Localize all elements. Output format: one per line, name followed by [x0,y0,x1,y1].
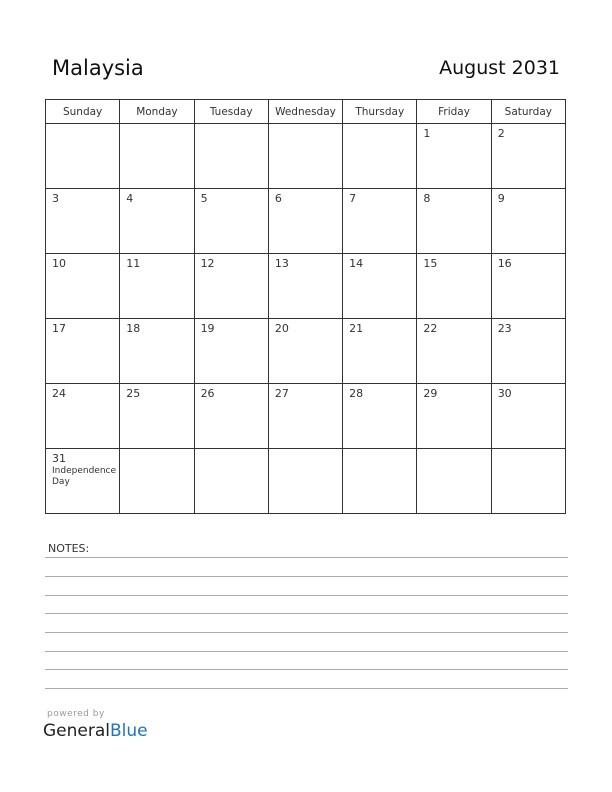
day-number: 7 [349,192,357,205]
day-cell-14 [343,254,417,319]
day-cell-27 [268,384,342,449]
day-cell-3 [46,189,120,254]
day-number: 11 [126,257,141,270]
day-cell-18 [120,319,194,384]
day-cell-12 [194,254,268,319]
day-number: 25 [126,387,141,400]
weekday-saturday: Saturday [491,100,565,124]
week-row [46,319,566,384]
day-number: 14 [349,257,364,270]
note-line [45,576,568,577]
day-number: 30 [497,387,512,400]
brand-general-text: General [43,721,110,741]
empty-day-cell [120,124,194,189]
day-number: 12 [200,257,215,270]
empty-day-cell [491,449,565,514]
empty-day-cell [268,124,342,189]
empty-day-cell [194,449,268,514]
day-number: 29 [423,387,438,400]
day-cell-17 [46,319,120,384]
day-number: 10 [52,257,66,270]
day-cell-29 [417,384,491,449]
calendar-grid [45,99,566,514]
day-number: 19 [200,322,215,335]
week-row [46,189,566,254]
note-line [45,688,568,689]
empty-day-cell [343,124,417,189]
day-cell-10 [46,254,120,319]
holiday-label: Independence Day [52,466,117,487]
day-number: 6 [274,192,282,205]
day-cell-31 [46,449,120,514]
day-cell-15 [417,254,491,319]
calendar-country-title: Malaysia [52,56,144,80]
weekday-thursday: Thursday [343,100,417,124]
day-cell-6 [268,189,342,254]
empty-day-cell [343,449,417,514]
day-number: 24 [52,387,66,400]
day-cell-23 [491,319,565,384]
day-cell-5 [194,189,268,254]
day-number: 18 [126,322,141,335]
day-cell-16 [491,254,565,319]
day-number: 21 [349,322,364,335]
brand-blue-text: Blue [110,721,148,741]
day-number: 3 [52,192,59,205]
note-line [45,632,568,633]
day-cell-1 [417,124,491,189]
weekday-tuesday: Tuesday [194,100,268,124]
note-line [45,557,568,558]
day-number: 31 [52,452,66,465]
day-number: 20 [274,322,289,335]
day-cell-7 [343,189,417,254]
day-number: 17 [52,322,66,335]
day-number: 9 [497,192,505,205]
day-number: 8 [423,192,431,205]
day-number: 4 [126,192,134,205]
note-line [45,669,568,670]
note-line [45,651,568,652]
day-cell-9 [491,189,565,254]
empty-day-cell [417,449,491,514]
day-cell-26 [194,384,268,449]
weekday-monday: Monday [120,100,194,124]
day-number: 2 [497,127,505,140]
day-cell-25 [120,384,194,449]
day-number: 15 [423,257,438,270]
calendar-month-title: August 2031 [439,57,560,79]
day-cell-30 [491,384,565,449]
empty-day-cell [120,449,194,514]
day-cell-28 [343,384,417,449]
weekday-header-row [46,100,566,124]
empty-day-cell [46,124,120,189]
weekday-sunday: Sunday [46,100,120,124]
day-cell-11 [120,254,194,319]
empty-day-cell [194,124,268,189]
day-cell-8 [417,189,491,254]
day-cell-21 [343,319,417,384]
week-row [46,254,566,319]
empty-day-cell [268,449,342,514]
week-row [46,384,566,449]
day-number: 5 [200,192,208,205]
day-cell-20 [268,319,342,384]
weekday-friday: Friday [417,100,491,124]
week-row [46,124,566,189]
day-number: 28 [349,387,364,400]
day-number: 27 [274,387,289,400]
generalblue-logo[interactable] [43,721,148,741]
day-cell-24 [46,384,120,449]
day-number: 23 [497,322,512,335]
day-cell-22 [417,319,491,384]
weekday-wednesday: Wednesday [268,100,342,124]
note-line [45,595,568,596]
day-number: 16 [497,257,512,270]
powered-by-text: powered by [47,709,105,719]
day-number: 26 [200,387,215,400]
day-number: 13 [274,257,289,270]
notes-label: NOTES: [48,542,90,555]
note-line [45,613,568,614]
day-number: 1 [423,127,431,140]
day-cell-2 [491,124,565,189]
day-number: 22 [423,322,438,335]
day-cell-13 [268,254,342,319]
day-cell-19 [194,319,268,384]
day-cell-4 [120,189,194,254]
week-row [46,449,566,514]
